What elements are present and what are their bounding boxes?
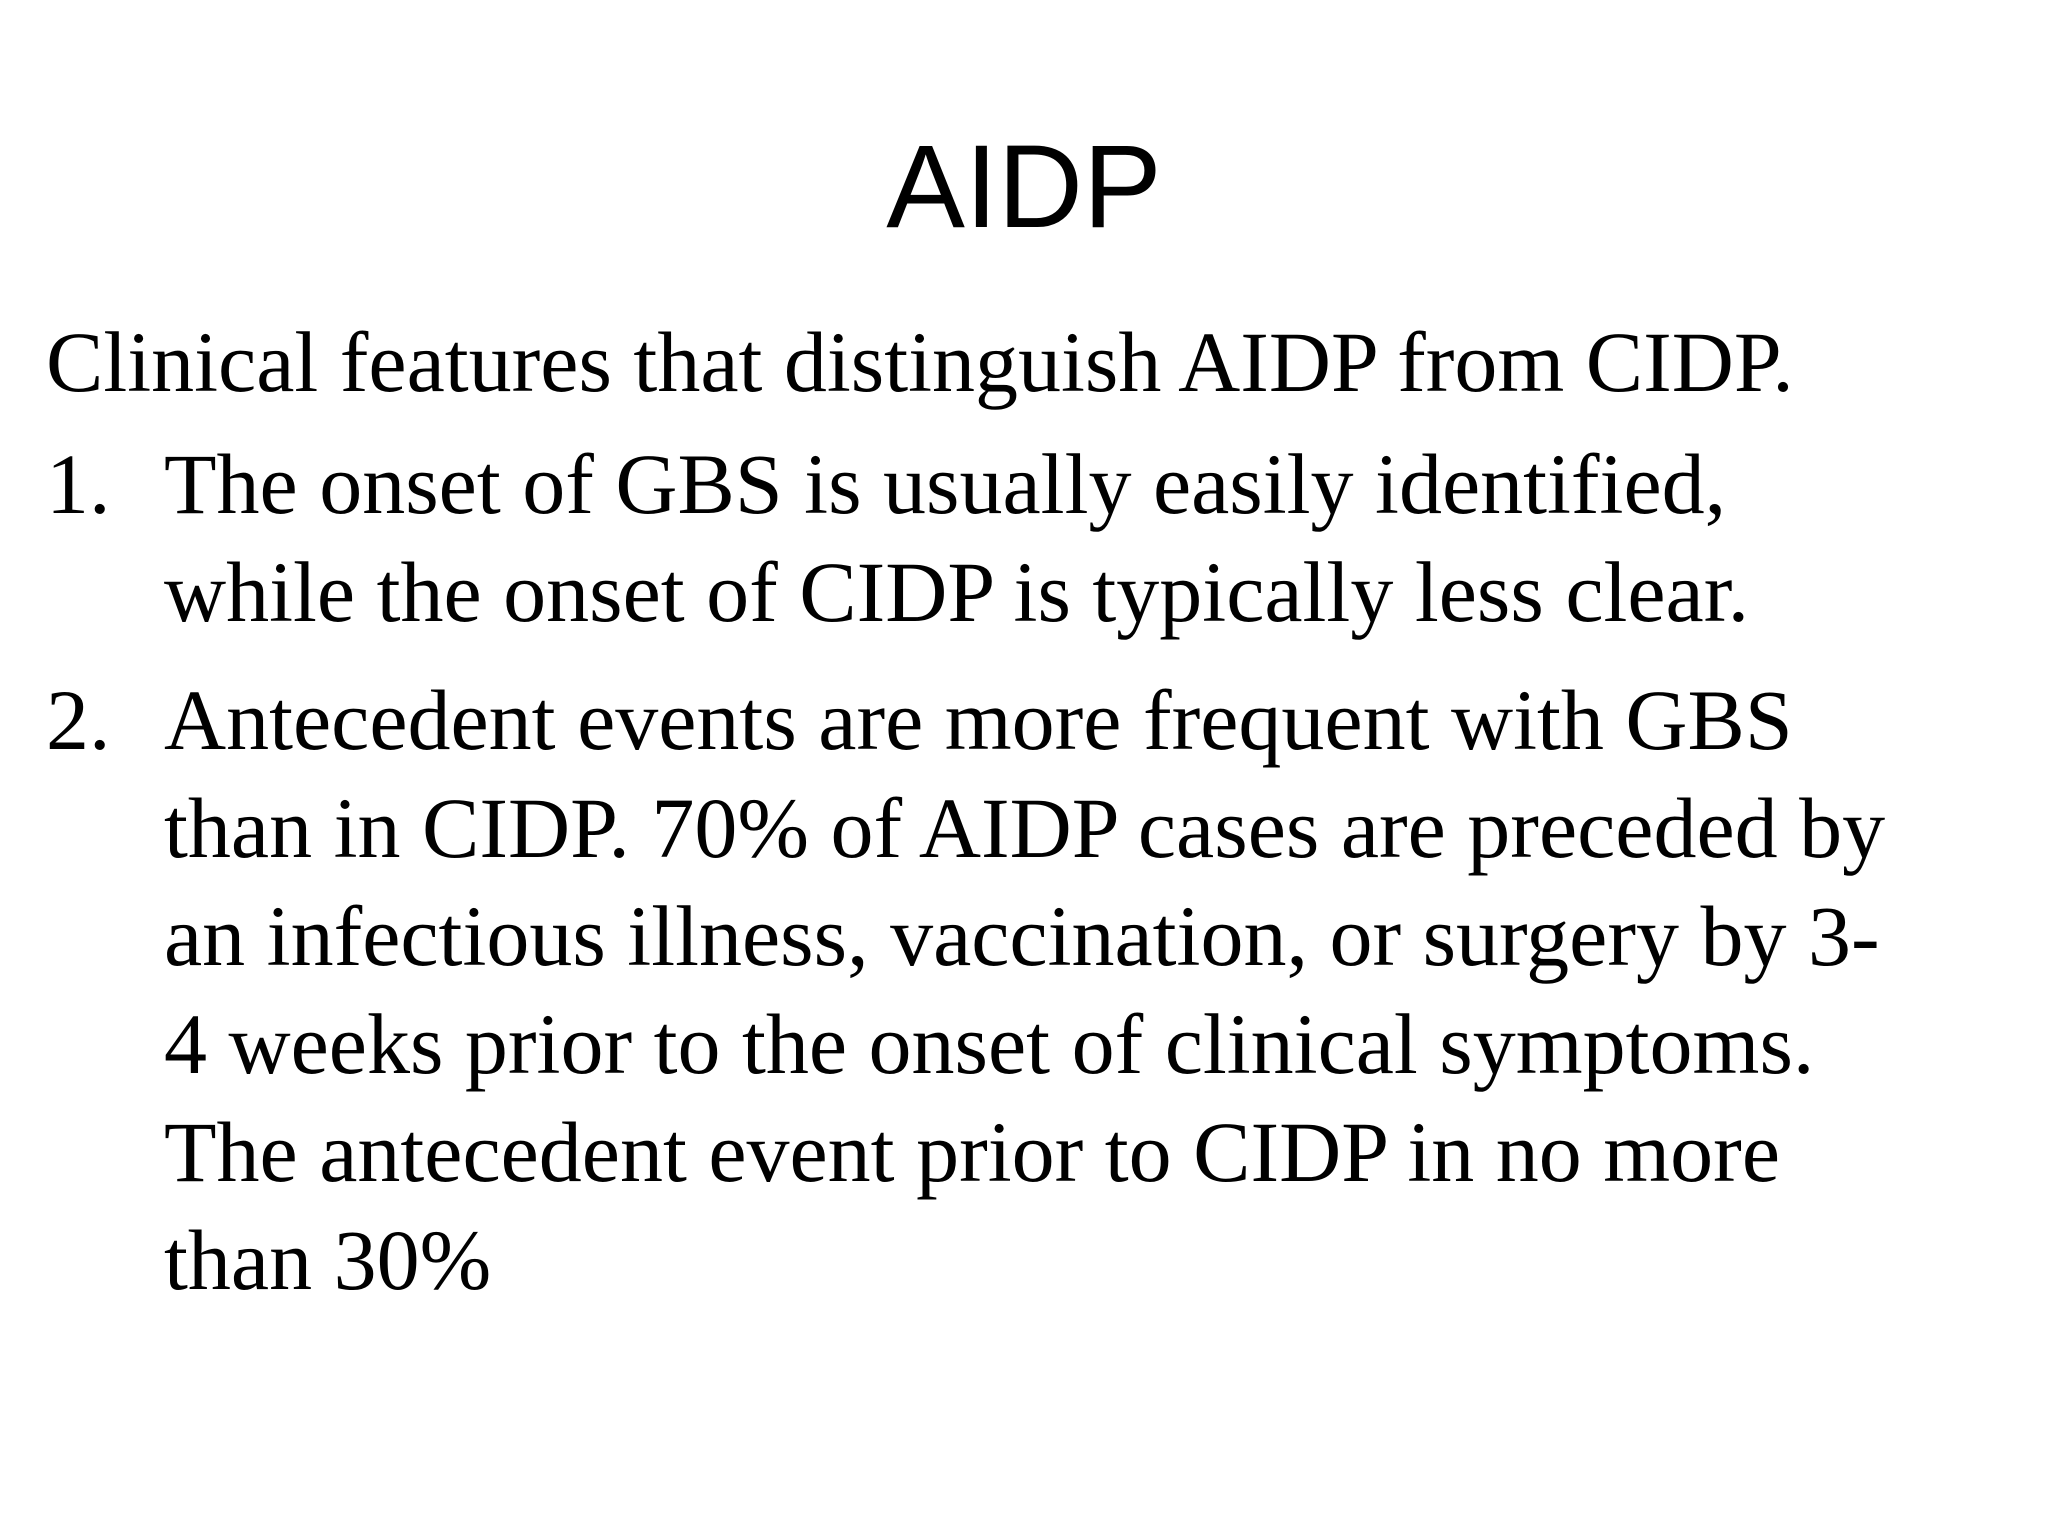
list-item-number: 2. — [46, 672, 111, 768]
list-item-line: while the onset of CIDP is typically less clear. — [164, 544, 1750, 640]
list-item-line: 4 weeks prior to the onset of clinical symptoms. — [164, 996, 1815, 1092]
intro-text: Clinical features that distinguish AIDP from CIDP. — [46, 314, 1794, 410]
list-item-line: than in CIDP. 70% of AIDP cases are preceded by — [164, 780, 1886, 876]
list-item-line: Antecedent events are more frequent with GBS — [164, 672, 1793, 768]
list-item-line: The onset of GBS is usually easily identified, — [164, 436, 1727, 532]
list-item-number: 1. — [46, 436, 111, 532]
list-item — [46, 666, 2016, 1314]
list-item-line: The antecedent event prior to CIDP in no more — [164, 1104, 1780, 1200]
slide-body — [46, 308, 2016, 1334]
list-item — [46, 430, 2016, 646]
numbered-list — [46, 430, 2016, 1314]
list-item-line: than 30% — [164, 1212, 492, 1308]
slide-title: AIDP — [886, 121, 1162, 253]
list-item-line: an infectious illness, vaccination, or surgery by 3- — [164, 888, 1880, 984]
